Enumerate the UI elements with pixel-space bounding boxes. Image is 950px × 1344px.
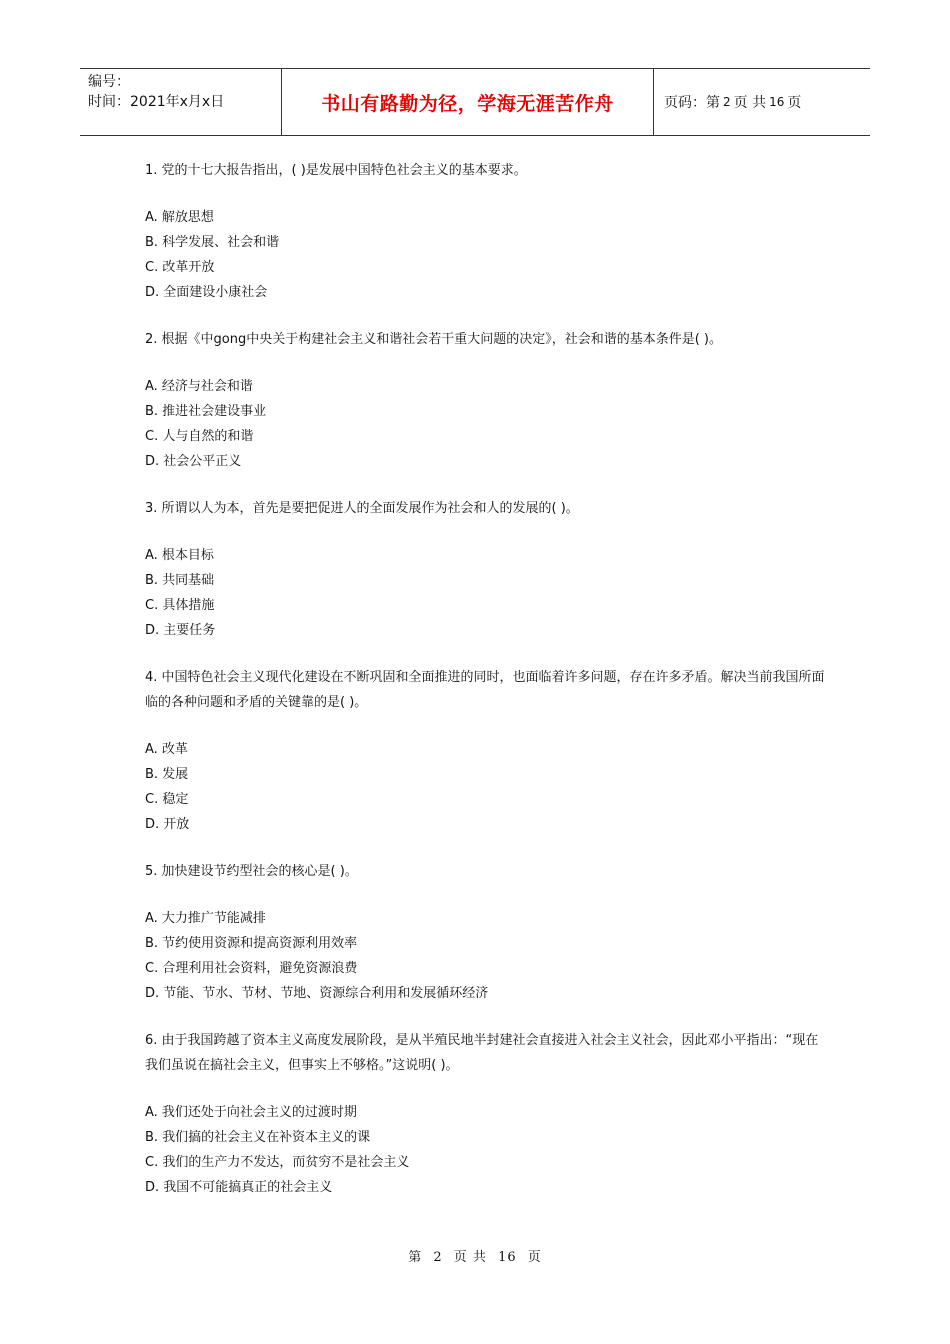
page-mid: 页 共 — [733, 95, 767, 111]
header-page-cell — [654, 69, 870, 135]
option-list — [145, 543, 825, 643]
option-a: A. 改革 — [145, 742, 188, 757]
option-b: B. 我们搞的社会主义在补资本主义的课 — [145, 1130, 371, 1145]
footer-prefix: 第 — [408, 1250, 423, 1265]
question-item — [145, 158, 825, 305]
option-list — [145, 906, 825, 1006]
option-a: A. 经济与社会和谐 — [145, 379, 253, 394]
document-header — [80, 68, 870, 136]
option-c: C. 合理利用社会资料，避免资源浪费 — [145, 961, 358, 976]
option-list — [145, 737, 825, 837]
question-item — [145, 327, 825, 474]
option-d: D. 节能、节水、节材、节地、资源综合利用和发展循环经济 — [145, 986, 489, 1001]
footer-page-number: 2 — [433, 1250, 443, 1265]
page-suffix: 页 — [787, 95, 802, 111]
option-d: D. 我国不可能搞真正的社会主义 — [145, 1180, 333, 1195]
motto-text: 书山有路勤为径，学海无涯苦作舟 — [321, 92, 614, 115]
question-stem: 6. 由于我国跨越了资本主义高度发展阶段，是从半殖民地半封建社会直接进入社会主义社会，因此邓小平指出：“现在我们虽说在搞社会主义，但事实上不够格。”这说明( )。 — [145, 1033, 819, 1073]
question-stem: 1. 党的十七大报告指出，( )是发展中国特色社会主义的基本要求。 — [145, 163, 527, 178]
header-info-cell — [80, 69, 282, 135]
option-list — [145, 1100, 825, 1200]
option-c: C. 具体措施 — [145, 598, 215, 613]
option-d: D. 主要任务 — [145, 623, 216, 638]
option-b: B. 共同基础 — [145, 573, 215, 588]
option-d: D. 开放 — [145, 817, 190, 832]
question-item — [145, 665, 825, 837]
page-footer — [0, 1246, 950, 1265]
option-c: C. 我们的生产力不发达，而贫穷不是社会主义 — [145, 1155, 410, 1170]
option-c: C. 人与自然的和谐 — [145, 429, 254, 444]
number-label: 编号： — [88, 74, 130, 90]
footer-mid: 页 共 — [453, 1250, 487, 1265]
option-a: A. 大力推广节能减排 — [145, 911, 266, 926]
question-item — [145, 859, 825, 1006]
question-stem: 5. 加快建设节约型社会的核心是( )。 — [145, 864, 358, 879]
footer-suffix: 页 — [527, 1250, 542, 1265]
footer-page-total: 16 — [498, 1250, 517, 1265]
option-list — [145, 374, 825, 474]
option-c: C. 改革开放 — [145, 260, 215, 275]
option-b: B. 节约使用资源和提高资源利用效率 — [145, 936, 358, 951]
option-list — [145, 205, 825, 305]
option-d: D. 全面建设小康社会 — [145, 285, 268, 300]
time-label: 时间：2021年x月x日 — [88, 94, 225, 110]
page-total: 16 — [769, 95, 785, 109]
option-b: B. 发展 — [145, 767, 189, 782]
header-motto-cell — [282, 69, 654, 135]
question-stem: 4. 中国特色社会主义现代化建设在不断巩固和全面推进的同时，也面临着许多问题，存在许多矛盾。解决当前我国所面临的各种问题和矛盾的关键靠的是( )。 — [145, 670, 825, 710]
page-prefix: 页码：第 — [664, 95, 720, 111]
option-b: B. 推进社会建设事业 — [145, 404, 267, 419]
option-a: A. 解放思想 — [145, 210, 214, 225]
question-stem: 2. 根据《中gong中央关于构建社会主义和谐社会若干重大问题的决定》，社会和谐的基本条件是( )。 — [145, 332, 723, 347]
option-b: B. 科学发展、社会和谐 — [145, 235, 280, 250]
question-list — [145, 158, 825, 1222]
option-d: D. 社会公平正义 — [145, 454, 242, 469]
page-number: 2 — [723, 95, 731, 109]
question-item — [145, 496, 825, 643]
question-item — [145, 1028, 825, 1200]
question-stem: 3. 所谓以人为本，首先是要把促进人的全面发展作为社会和人的发展的( )。 — [145, 501, 579, 516]
option-a: A. 根本目标 — [145, 548, 214, 563]
option-c: C. 稳定 — [145, 792, 189, 807]
option-a: A. 我们还处于向社会主义的过渡时期 — [145, 1105, 357, 1120]
